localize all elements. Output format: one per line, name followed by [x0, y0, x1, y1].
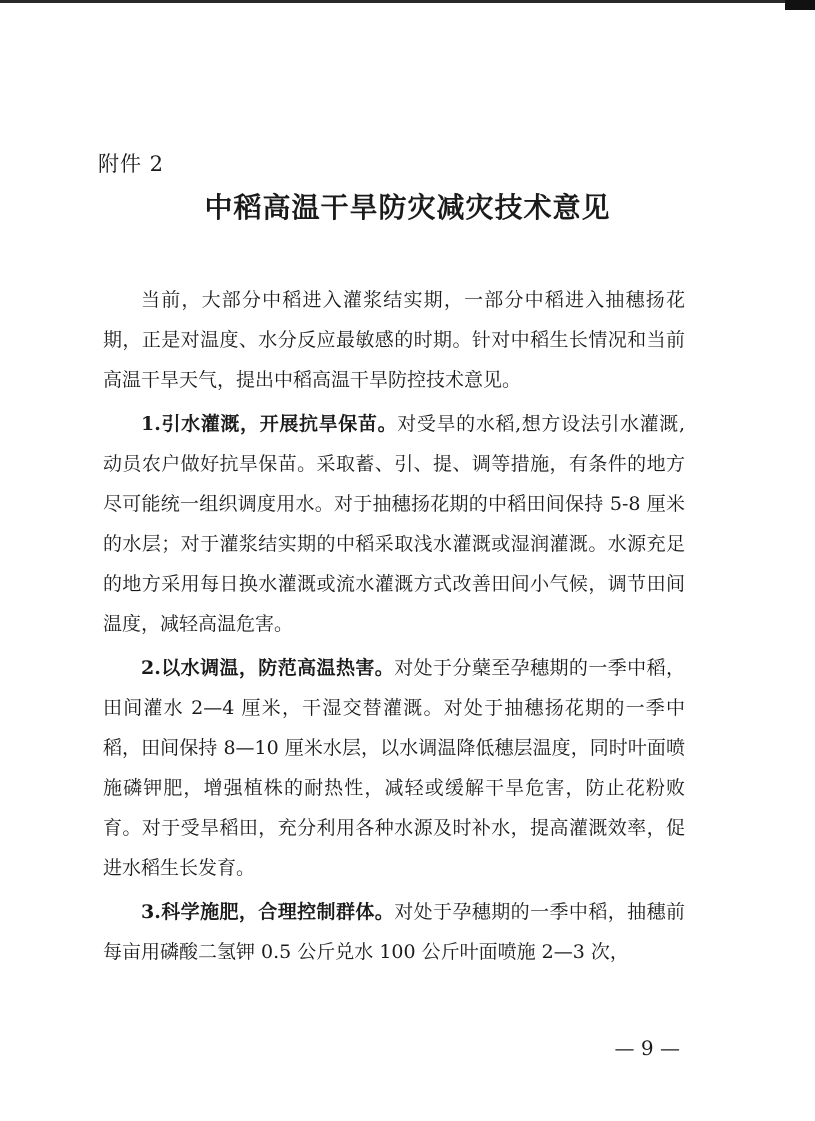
attachment-label: 附件 2 — [98, 152, 165, 176]
section-paragraph-3 — [103, 892, 685, 972]
intro-paragraph: 当前，大部分中稻进入灌浆结实期，一部分中稻进入抽穗扬花期，正是对温度、水分反应最敏感的时期。针对中稻生长情况和当前高温干旱天气，提出中稻高温干旱防控技术意见。 — [103, 289, 685, 391]
section-text-2: 对处于分蘖至孕穗期的一季中稻，田间灌水 2—4 厘米，干湿交替灌溉。对处于抽穗扬花期的一季中稻，田间保持 8—10 厘米水层，以水调温降低穗层温度，同时叶面喷施磷钾肥，增强植株的耐热性，减轻或缓解干旱危害，防止花粉败育。对于受旱稻田，充分利用各种水源及时补水，提高灌溉效率，促进水稻生长发育。 — [103, 657, 685, 879]
scan-corner-mark — [785, 0, 815, 10]
scan-edge-line — [0, 0, 815, 3]
section-text-3: 对处于孕穗期的一季中稻，抽穗前每亩用磷酸二氢钾 0.5 公斤兑水 100 公斤叶面喷施 2—3 次， — [103, 901, 685, 963]
section-heading-1: 1.引水灌溉，开展抗旱保苗。 — [141, 413, 398, 435]
section-heading-3: 3.科学施肥，合理控制群体。 — [141, 901, 395, 923]
section-paragraph-1 — [103, 404, 685, 644]
section-heading-2: 2.以水调温，防范高温热害。 — [141, 657, 395, 679]
document-body — [103, 280, 685, 976]
document-title: 中稻高温干旱防灾减灾技术意见 — [204, 191, 611, 224]
section-paragraph-2 — [103, 648, 685, 888]
section-text-1: 对受旱的水稻,想方设法引水灌溉,动员农户做好抗旱保苗。采取蓄、引、提、调等措施，有条件的地方尽可能统一组织调度用水。对于抽穗扬花期的中稻田间保持 5-8 厘米的水层；对于灌浆结实期的中稻采取浅水灌溉或湿润灌溉。水源充足的地方采用每日换水灌溉或流水灌溉方式改善田间小气候，调节田间温度，减轻高温危害。 — [103, 413, 685, 635]
page-number: — 9 — — [614, 1036, 680, 1060]
